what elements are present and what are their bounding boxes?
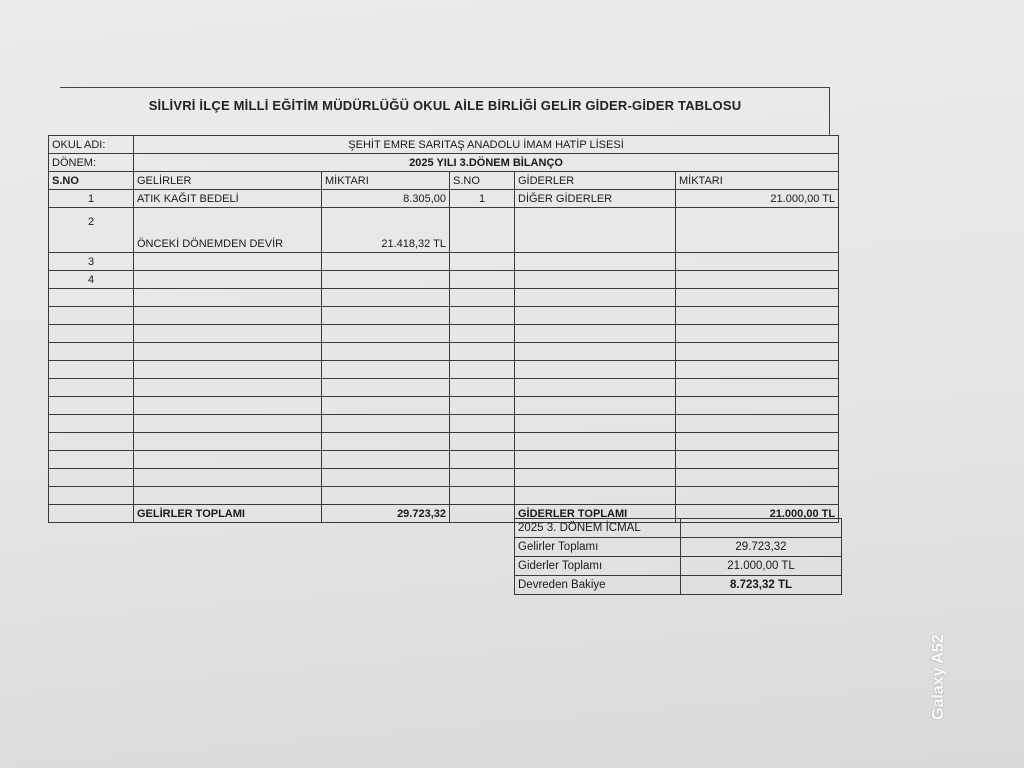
expense-amount: 21.000,00 TL [676, 190, 839, 208]
income-item [134, 253, 322, 271]
school-name: ŞEHİT EMRE SARITAŞ ANADOLU İMAM HATİP LİSESİ [134, 136, 839, 154]
period-value: 2025 YILI 3.DÖNEM BİLANÇO [134, 154, 839, 172]
header-sno-income: S.NO [49, 172, 134, 190]
header-row [49, 172, 839, 190]
camera-watermark: Galaxy A52 [930, 634, 947, 720]
row-no: 1 [49, 190, 134, 208]
expense-total-label: GİDERLER TOPLAMI [515, 505, 676, 523]
expense-no: 1 [450, 190, 515, 208]
income-item: ATIK KAĞIT BEDELİ [134, 190, 322, 208]
income-amount [322, 253, 450, 271]
table-row [49, 253, 839, 271]
table-row [49, 190, 839, 208]
header-sno-expense: S.NO [450, 172, 515, 190]
row-no: 4 [49, 271, 134, 289]
row-no: 3 [49, 253, 134, 271]
empty-row [49, 361, 839, 379]
empty-row [49, 307, 839, 325]
table-row [49, 271, 839, 289]
header-expense-amount: MİKTARI [676, 172, 839, 190]
income-expense-table [48, 135, 839, 523]
row-no: 2 [49, 208, 134, 253]
expense-amount [676, 208, 839, 253]
expense-item [515, 271, 676, 289]
totals-spacer [49, 505, 134, 523]
document-title: SİLİVRİ İLÇE MİLLİ EĞİTİM MÜDÜRLÜĞÜ OKUL AİLE BİRLİĞİ GELİR GİDER-GİDER TABLOSU [148, 98, 742, 113]
expense-no [450, 208, 515, 253]
school-row [49, 136, 839, 154]
income-total-value: 29.723,32 [322, 505, 450, 523]
empty-row [49, 433, 839, 451]
summary-title-spacer [681, 519, 842, 538]
income-total-label: GELİRLER TOPLAMI [134, 505, 322, 523]
expense-amount [676, 271, 839, 289]
header-expense: GİDERLER [515, 172, 676, 190]
income-amount [322, 271, 450, 289]
expense-item: DİĞER GİDERLER [515, 190, 676, 208]
header-income: GELİRLER [134, 172, 322, 190]
summary-row [515, 538, 842, 557]
summary-title-row [515, 519, 842, 538]
expense-total-value: 21.000,00 TL [676, 505, 839, 523]
summary-label: Giderler Toplamı [515, 557, 681, 576]
period-row [49, 154, 839, 172]
empty-row [49, 469, 839, 487]
empty-row [49, 289, 839, 307]
empty-row [49, 415, 839, 433]
income-amount: 21.418,32 TL [322, 208, 450, 253]
summary-value: 21.000,00 TL [681, 557, 842, 576]
expense-no [450, 253, 515, 271]
income-item [134, 271, 322, 289]
expense-amount [676, 253, 839, 271]
income-item: ÖNCEKİ DÖNEMDEN DEVİR [134, 208, 322, 253]
school-label: OKUL ADI: [49, 136, 134, 154]
summary-row [515, 557, 842, 576]
table-row [49, 208, 839, 253]
summary-title: 2025 3. DÖNEM İCMAL [515, 519, 681, 538]
income-amount: 8.305,00 [322, 190, 450, 208]
empty-row [49, 343, 839, 361]
period-label: DÖNEM: [49, 154, 134, 172]
expense-no [450, 271, 515, 289]
empty-row [49, 397, 839, 415]
empty-row [49, 325, 839, 343]
summary-table [514, 518, 842, 595]
summary-label: Devreden Bakiye [515, 576, 681, 595]
summary-label: Gelirler Toplamı [515, 538, 681, 557]
empty-row [49, 379, 839, 397]
summary-value: 8.723,32 TL [681, 576, 842, 595]
expense-item [515, 253, 676, 271]
empty-row [49, 487, 839, 505]
summary-row [515, 576, 842, 595]
expense-item [515, 208, 676, 253]
empty-row [49, 451, 839, 469]
totals-spacer [450, 505, 515, 523]
summary-value: 29.723,32 [681, 538, 842, 557]
header-income-amount: MİKTARI [322, 172, 450, 190]
table-top-border [60, 87, 830, 88]
